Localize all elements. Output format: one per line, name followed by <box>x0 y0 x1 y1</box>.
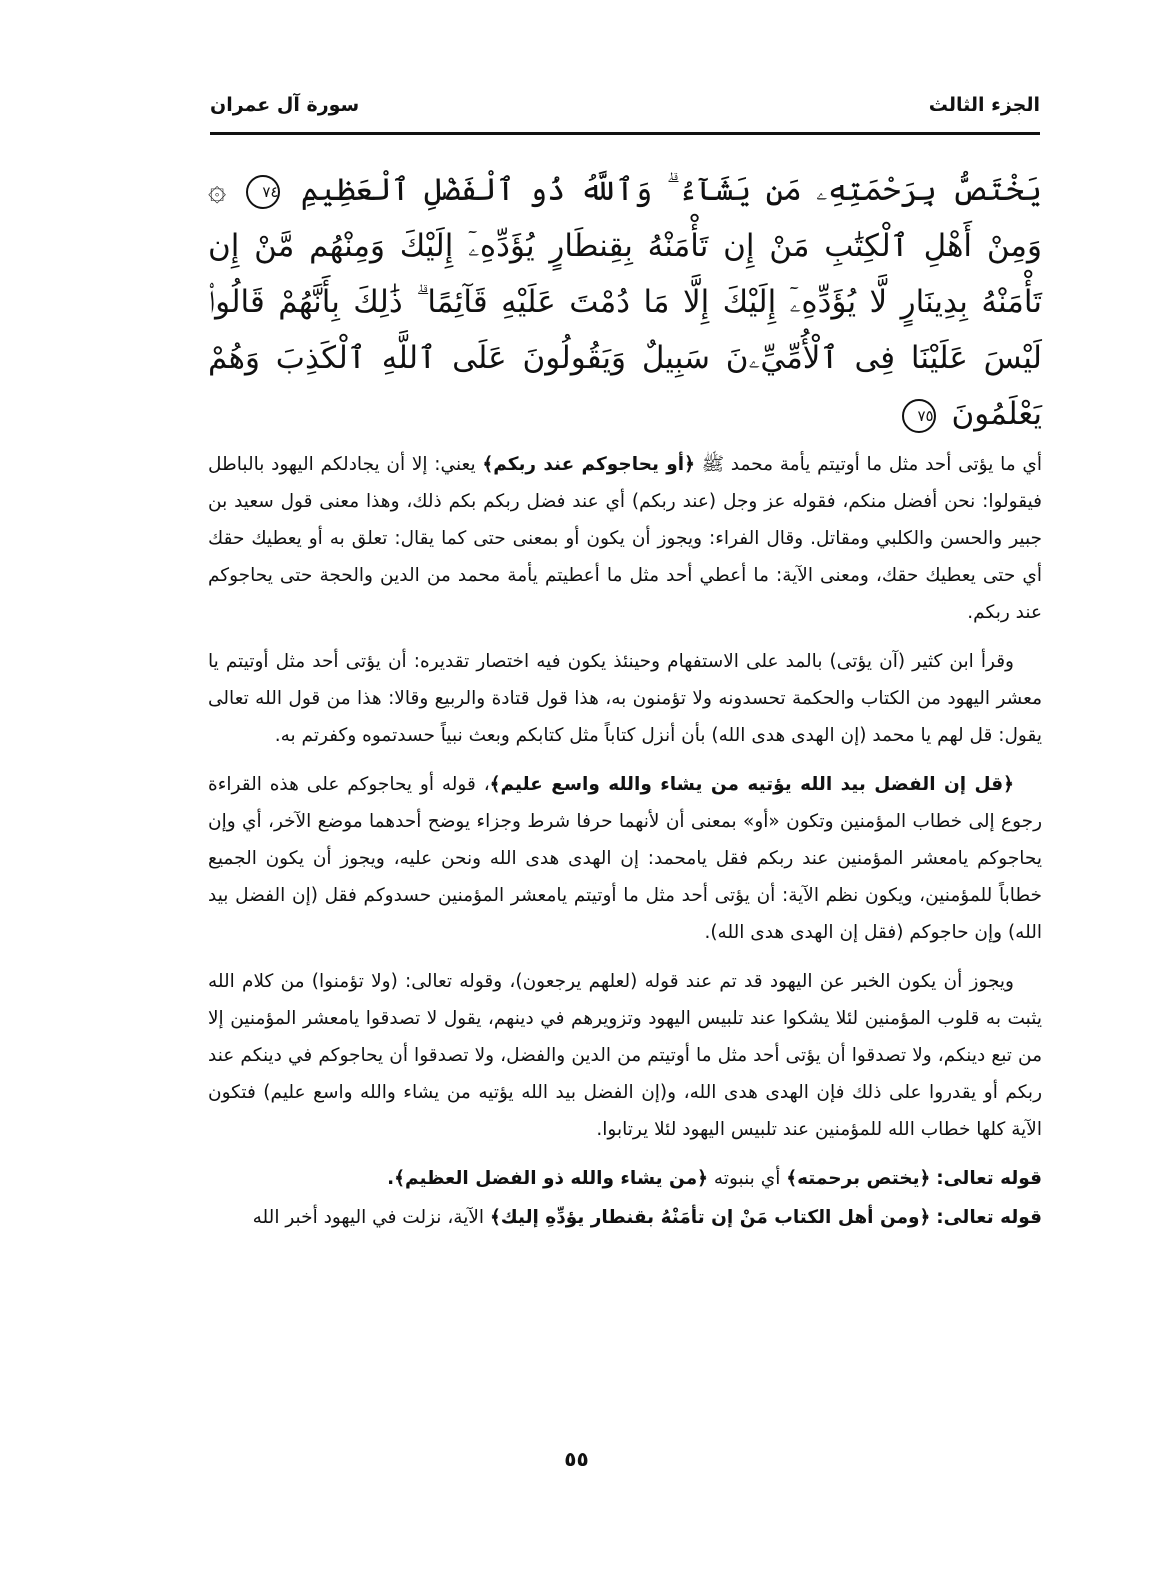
commentary-text <box>208 446 1042 1238</box>
p6-text: الآية، نزلت في اليهود أخبر الله <box>252 1207 485 1228</box>
commentary-paragraph-2: وقرأ ابن كثير (آن يؤتى) بالمد على الاستفهام وحينئذ يكون فيه اختصار تقديره: أن يؤتى أحد مثل أوتيتم يا معشر اليهود من الكتاب والحكمة تحسدونه ولا تؤمنون به، هذا قول قتادة والربيع وقالا: هذا من قول الله تعالى يقول: قل لهم يا محمد (إن الهدى هدى الله) بأن أنزل كتاباً مثل كتابكم وبعث نبياً حسدتموه وكفرتم به. <box>208 651 1042 746</box>
commentary-paragraph-6 <box>208 1199 1042 1236</box>
verse-block <box>208 162 1042 442</box>
p5-text: أي بنبوته <box>713 1168 781 1189</box>
p5-quote-a: ﴿يختص برحمته﴾ <box>786 1168 931 1189</box>
part-title: الجزء الثالث <box>928 94 1040 116</box>
p1-text-a: أي ما يؤتى أحد مثل ما أوتيتم يأمة محمد ﷺ <box>701 454 1043 475</box>
surah-title: سورة آل عمران <box>210 94 360 116</box>
ayah-number-74: ٧٤ <box>246 175 280 209</box>
commentary-paragraph-5 <box>208 1160 1042 1197</box>
p5-label: قوله تعالى: <box>936 1168 1042 1189</box>
verse-text-75: ۞ وَمِنْ أَهْلِ ٱلْكِتَٰبِ مَنْ إِن تَأْمَنْهُ بِقِنطَارٍ يُؤَدِّهِۦٓ إِلَيْكَ وَمِنْهُم مَّنْ إِن تَأْمَنْهُ بِدِينَارٍ لَّا يُؤَدِّهِۦٓ إِلَيْكَ إِلَّا مَا دُمْتَ عَلَيْهِ قَآئِمًا ۗ ذَٰلِكَ بِأَنَّهُمْ قَالُوا۟ لَيْسَ عَلَيْنَا فِى ٱلْأُمِّيِّۦنَ سَبِيلٌ وَيَقُولُونَ عَلَى ٱللَّهِ ٱلْكَذِبَ وَهُمْ يَعْلَمُونَ <box>208 172 1042 432</box>
p6-quote: ﴿ومن أهل الكتاب مَنْ إن تأمَنْهُ بقنطار يؤدِّهِ إليك﴾ <box>489 1207 931 1228</box>
running-header <box>210 86 1040 130</box>
p3-text: ، قوله أو يحاجوكم على هذه القراءة رجوع إلى خطاب المؤمنين وتكون «أو» بمعنى أن لأنهما حرفا شرط وجزاء يوضح أحدهما موضع الآخر، أي وإن يحاجوكم يامعشر المؤمنين عند ربكم فقل يامحمد: إن الهدى هدى الله ونحن عليه، ويجوز أن يكون الجميع خطاباً للمؤمنين، ويكون نظم الآية: أن يؤتى أحد مثل ما أوتيتم يامعشر المؤمنين حسدوكم فقل (إن الفضل بيد الله) وإن حاجوكم (فقل إن الهدى هدى الله). <box>208 774 1042 943</box>
page-number: ٥٥ <box>564 1447 589 1471</box>
ayah-number-75: ٧٥ <box>902 399 936 433</box>
verse-text-74: يَخْتَصُّ بِرَحْمَتِهِۦ مَن يَشَآءُ ۗ وَٱللَّهُ ذُو ٱلْفَضْلِ ٱلْعَظِيمِ <box>300 172 1043 208</box>
p6-label: قوله تعالى: <box>936 1207 1042 1228</box>
commentary-paragraph-1 <box>208 446 1042 631</box>
commentary-paragraph-3 <box>208 766 1042 951</box>
quran-verses <box>208 162 1042 442</box>
commentary-paragraph-4: ويجوز أن يكون الخبر عن اليهود قد تم عند قوله (لعلهم يرجعون)، وقوله تعالى: (ولا تؤمنوا) من كلام الله يثبت به قلوب المؤمنين لئلا يشكوا عند تلبيس اليهود وتزويرهم في دينهم، يقول لا تصدقوا يامعشر المؤمنين إلا من تبع دينكم، ولا تصدقوا أن يؤتى أحد مثل ما أوتيتم من الدين والفضل، ولا تصدقوا أن يحاجوكم في دينكم عند ربكم أو يقدروا على ذلك فإن الهدى هدى الله، و(إن الفضل بيد الله يؤتيه من يشاء والله واسع عليم) فتكون الآية كلها خطاب الله للمؤمنين عند تلبيس اليهود لئلا يرتابوا. <box>208 971 1042 1140</box>
p1-quote: ﴿أو يحاجوكم عند ربكم﴾ <box>482 454 695 475</box>
p3-quote: ﴿قل إن الفضل بيد الله يؤتيه من يشاء والله واسع عليم﴾ <box>489 774 1014 795</box>
header-rule <box>210 132 1040 135</box>
p5-quote-b: ﴿من يشاء والله ذو الفضل العظيم﴾. <box>387 1168 708 1189</box>
p1-text-b: يعني: إلا أن يجادلكم اليهود بالباطل فيقولوا: نحن أفضل منكم، فقوله عز وجل (عند ربكم) أي عند فضل ربكم بكم ذلك، وهذا معنى قول سعيد بن جبير والحسن والكلبي ومقاتل. وقال الفراء: ويجوز أن يكون أو بمعنى حتى كما يقال: تعلق به أو يعطيك حقك أي حتى يعطيك حقك، ومعنى الآية: ما أعطي أحد مثل ما أعطيتم يأمة محمد من الدين والحجة حتى يحاجوكم عند ربكم. <box>208 454 1042 623</box>
